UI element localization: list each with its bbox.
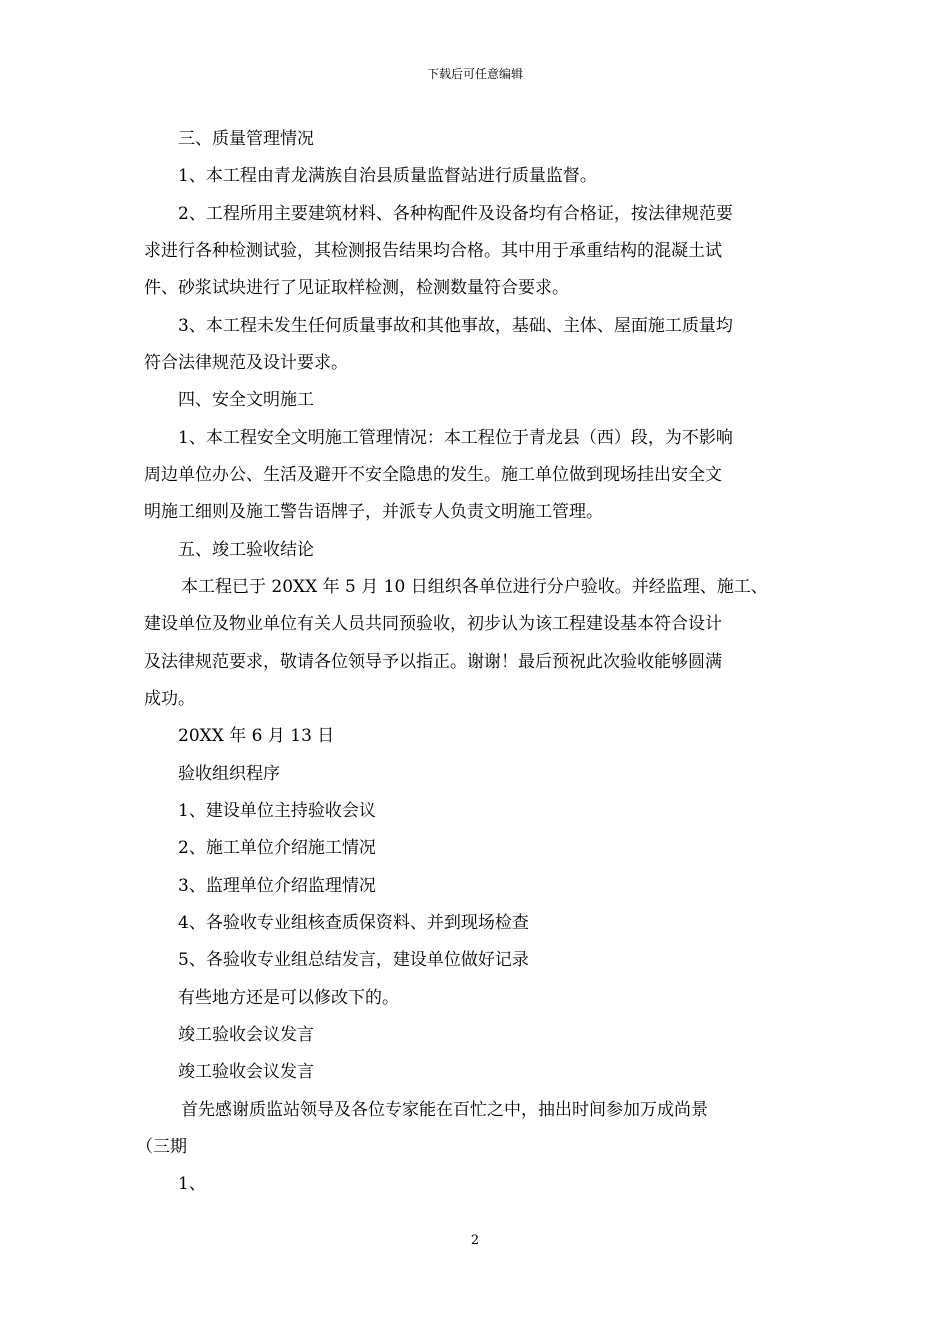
paragraph-line: 1、本工程由青龙满族自治县质量监督站进行质量监督。	[178, 166, 597, 186]
section-heading-procedure: 验收组织程序	[178, 764, 280, 784]
section-heading-quality: 三、质量管理情况	[178, 129, 314, 149]
paragraph-line: 成功。	[144, 689, 195, 709]
paragraph-line: 件、砂浆试块进行了见证取样检测，检测数量符合要求。	[144, 278, 569, 298]
paragraph-line: 明施工细则及施工警告语牌子，并派专人负责文明施工管理。	[144, 502, 603, 522]
list-item: 1、建设单位主持验收会议	[178, 801, 376, 821]
section-heading-speech: 竣工验收会议发言	[178, 1062, 314, 1082]
section-heading-speech: 竣工验收会议发言	[178, 1025, 314, 1045]
paragraph-line: 有些地方还是可以修改下的。	[178, 988, 399, 1008]
page-number: 2	[470, 1233, 480, 1248]
page-header: 下载后可任意编辑	[426, 67, 523, 81]
list-item: 5、各验收专业组总结发言，建设单位做好记录	[178, 950, 529, 970]
paragraph-line: 周边单位办公、生活及避开不安全隐患的发生。施工单位做到现场挂出安全文	[144, 465, 722, 485]
paragraph-line: 2、工程所用主要建筑材料、各种构配件及设备均有合格证，按法律规范要	[178, 204, 733, 224]
list-item: 4、各验收专业组核查质保资料、并到现场检查	[178, 913, 529, 933]
list-item: 1、	[178, 1174, 206, 1194]
paragraph-line: 1、本工程安全文明施工管理情况：本工程位于青龙县（西）段，为不影响	[178, 428, 733, 448]
paragraph-line: 及法律规范要求，敬请各位领导予以指正。谢谢！最后预祝此次验收能够圆满	[144, 652, 722, 672]
section-heading-conclusion: 五、竣工验收结论	[178, 540, 314, 560]
section-heading-safety: 四、安全文明施工	[178, 390, 314, 410]
paragraph-line: 求进行各种检测试验，其检测报告结果均合格。其中用于承重结构的混凝土试	[144, 241, 722, 261]
paragraph-line: （三期	[136, 1137, 187, 1157]
paragraph-line: 符合法律规范及设计要求。	[144, 353, 348, 373]
paragraph-line: 建设单位及物业单位有关人员共同预验收，初步认为该工程建设基本符合设计	[144, 614, 722, 634]
list-item: 3、监理单位介绍监理情况	[178, 876, 376, 896]
paragraph-line: 首先感谢质监站领导及各位专家能在百忙之中，抽出时间参加万成尚景	[181, 1100, 708, 1120]
paragraph-line: 本工程已于 20XX 年 5 月 10 日组织各单位进行分户验收。并经监理、施工、	[181, 577, 768, 597]
paragraph-line: 3、本工程未发生任何质量事故和其他事故，基础、主体、屋面施工质量均	[178, 316, 733, 336]
list-item: 2、施工单位介绍施工情况	[178, 838, 376, 858]
date-line: 20XX 年 6 月 13 日	[178, 726, 335, 746]
